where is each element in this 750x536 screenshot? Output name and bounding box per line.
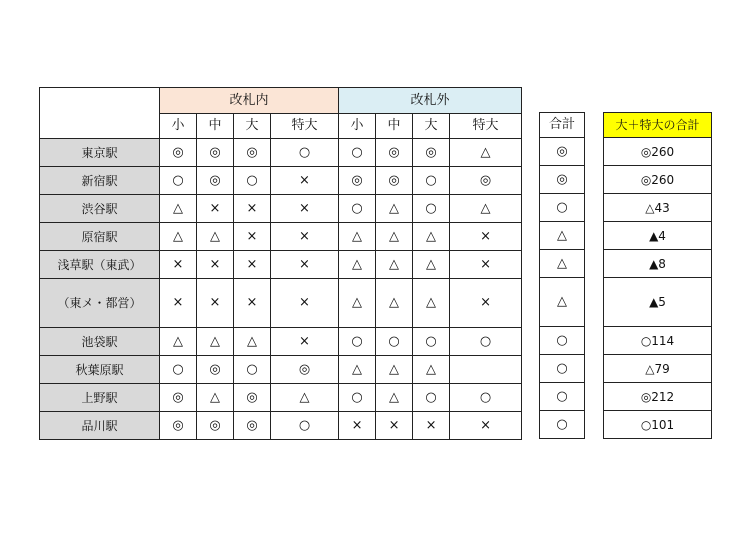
availability-outside-1: ×: [376, 412, 413, 440]
large-total-value: ◎260: [604, 138, 712, 166]
table-row: [540, 383, 585, 411]
availability-outside-3: ×: [450, 251, 522, 279]
availability-inside-2: ×: [234, 223, 271, 251]
availability-outside-0: ○: [339, 328, 376, 356]
availability-outside-1: ○: [376, 328, 413, 356]
gate-inside-header: 改札内: [160, 88, 339, 114]
table-row: [540, 194, 585, 222]
size-header-medium-inside: 中: [197, 114, 234, 139]
station-name: 上野駅: [40, 384, 160, 412]
total-value: ◎: [540, 166, 585, 194]
table-row: [604, 138, 712, 166]
table-row: [40, 279, 522, 328]
availability-outside-1: ◎: [376, 139, 413, 167]
station-name: 渋谷駅: [40, 195, 160, 223]
availability-outside-0: △: [339, 356, 376, 384]
station-name: 秋葉原駅: [40, 356, 160, 384]
availability-outside-3: ×: [450, 279, 522, 328]
table-row: [40, 195, 522, 223]
table-row: [604, 194, 712, 222]
large-total-value: ○114: [604, 327, 712, 355]
total-value: ○: [540, 194, 585, 222]
availability-inside-3: ◎: [271, 356, 339, 384]
total-value: ○: [540, 327, 585, 355]
table-row: [540, 250, 585, 278]
availability-outside-3: △: [450, 195, 522, 223]
availability-inside-0: ×: [160, 279, 197, 328]
availability-inside-0: ◎: [160, 384, 197, 412]
table-row: [40, 412, 522, 440]
size-header-xlarge-inside: 特大: [271, 114, 339, 139]
table-row: [604, 166, 712, 194]
availability-inside-1: ◎: [197, 167, 234, 195]
availability-outside-3: [450, 356, 522, 384]
availability-outside-0: ○: [339, 139, 376, 167]
availability-outside-3: ○: [450, 328, 522, 356]
table-row: [540, 278, 585, 327]
availability-inside-0: ◎: [160, 139, 197, 167]
availability-outside-0: △: [339, 223, 376, 251]
availability-outside-1: △: [376, 384, 413, 412]
size-header-small-inside: 小: [160, 114, 197, 139]
table-row: [604, 411, 712, 439]
large-total-table: [603, 112, 712, 439]
availability-outside-2: ◎: [413, 139, 450, 167]
table-row: [604, 250, 712, 278]
availability-outside-2: ○: [413, 384, 450, 412]
corner-cell: [40, 88, 160, 139]
availability-outside-2: △: [413, 251, 450, 279]
availability-inside-3: ×: [271, 167, 339, 195]
large-total-value: ▲4: [604, 222, 712, 250]
large-total-value: ▲8: [604, 250, 712, 278]
availability-inside-2: ○: [234, 356, 271, 384]
availability-inside-1: ◎: [197, 356, 234, 384]
size-header-small-outside: 小: [339, 114, 376, 139]
table-row: [540, 411, 585, 439]
availability-outside-0: ◎: [339, 167, 376, 195]
availability-outside-3: ◎: [450, 167, 522, 195]
availability-outside-1: ◎: [376, 167, 413, 195]
availability-inside-1: ◎: [197, 139, 234, 167]
total-header: 合計: [540, 113, 585, 138]
availability-inside-3: ×: [271, 195, 339, 223]
large-total-value: △43: [604, 194, 712, 222]
availability-inside-2: ×: [234, 251, 271, 279]
availability-inside-1: △: [197, 384, 234, 412]
availability-inside-3: ×: [271, 279, 339, 328]
total-value: ○: [540, 383, 585, 411]
availability-outside-1: △: [376, 195, 413, 223]
availability-inside-0: ×: [160, 251, 197, 279]
availability-inside-2: ○: [234, 167, 271, 195]
availability-outside-2: ×: [413, 412, 450, 440]
table-row: [604, 355, 712, 383]
size-header-large-inside: 大: [234, 114, 271, 139]
total-value: ○: [540, 411, 585, 439]
availability-outside-1: △: [376, 279, 413, 328]
availability-inside-0: △: [160, 328, 197, 356]
table-row: [40, 251, 522, 279]
station-name: （東メ・都営）: [40, 279, 160, 328]
availability-inside-3: ○: [271, 139, 339, 167]
availability-outside-3: ×: [450, 412, 522, 440]
availability-outside-1: △: [376, 251, 413, 279]
total-value: ◎: [540, 138, 585, 166]
availability-inside-1: ×: [197, 279, 234, 328]
size-header-medium-outside: 中: [376, 114, 413, 139]
availability-outside-2: ○: [413, 167, 450, 195]
availability-outside-0: △: [339, 279, 376, 328]
size-header-xlarge-outside: 特大: [450, 114, 522, 139]
station-name: 池袋駅: [40, 328, 160, 356]
availability-inside-3: ×: [271, 328, 339, 356]
availability-inside-3: ×: [271, 251, 339, 279]
table-row: [540, 138, 585, 166]
availability-inside-0: ○: [160, 167, 197, 195]
availability-outside-1: △: [376, 356, 413, 384]
availability-outside-0: ○: [339, 195, 376, 223]
availability-outside-1: △: [376, 223, 413, 251]
availability-outside-2: ○: [413, 195, 450, 223]
table-row: [540, 327, 585, 355]
availability-inside-0: ◎: [160, 412, 197, 440]
station-name: 品川駅: [40, 412, 160, 440]
availability-outside-0: ○: [339, 384, 376, 412]
table-row: [604, 383, 712, 411]
total-value: △: [540, 222, 585, 250]
availability-inside-3: △: [271, 384, 339, 412]
availability-inside-0: △: [160, 223, 197, 251]
availability-outside-2: ○: [413, 328, 450, 356]
table-row: [604, 278, 712, 327]
availability-outside-2: △: [413, 356, 450, 384]
availability-outside-3: ×: [450, 223, 522, 251]
availability-inside-1: △: [197, 328, 234, 356]
table-row: [540, 355, 585, 383]
table-row: [40, 356, 522, 384]
availability-inside-2: ×: [234, 279, 271, 328]
availability-outside-2: △: [413, 223, 450, 251]
table-row: [604, 222, 712, 250]
total-value: △: [540, 278, 585, 327]
table-row: [604, 327, 712, 355]
station-name: 原宿駅: [40, 223, 160, 251]
availability-inside-2: ◎: [234, 412, 271, 440]
availability-outside-3: △: [450, 139, 522, 167]
table-row: [40, 384, 522, 412]
station-name: 浅草駅（東武）: [40, 251, 160, 279]
availability-outside-2: △: [413, 279, 450, 328]
station-name: 新宿駅: [40, 167, 160, 195]
large-total-value: ◎212: [604, 383, 712, 411]
availability-outside-3: ○: [450, 384, 522, 412]
total-value: △: [540, 250, 585, 278]
large-total-header: 大＋特大の合計: [604, 113, 712, 138]
availability-inside-1: ×: [197, 195, 234, 223]
availability-inside-1: △: [197, 223, 234, 251]
gate-outside-header: 改札外: [339, 88, 522, 114]
availability-inside-1: ×: [197, 251, 234, 279]
availability-inside-0: △: [160, 195, 197, 223]
table-row: [40, 223, 522, 251]
availability-inside-3: ○: [271, 412, 339, 440]
table-row: [540, 166, 585, 194]
availability-outside-0: △: [339, 251, 376, 279]
large-total-value: △79: [604, 355, 712, 383]
station-name: 東京駅: [40, 139, 160, 167]
availability-inside-3: ×: [271, 223, 339, 251]
large-total-value: ○101: [604, 411, 712, 439]
total-value: ○: [540, 355, 585, 383]
table-row: [540, 222, 585, 250]
availability-inside-2: △: [234, 328, 271, 356]
availability-inside-2: ×: [234, 195, 271, 223]
availability-inside-1: ◎: [197, 412, 234, 440]
availability-inside-2: ◎: [234, 384, 271, 412]
table-row: [40, 328, 522, 356]
availability-outside-0: ×: [339, 412, 376, 440]
large-total-value: ▲5: [604, 278, 712, 327]
size-header-large-outside: 大: [413, 114, 450, 139]
availability-inside-2: ◎: [234, 139, 271, 167]
station-table: [39, 87, 522, 440]
table-row: [40, 139, 522, 167]
large-total-value: ◎260: [604, 166, 712, 194]
total-table: [539, 112, 585, 439]
table-row: [40, 167, 522, 195]
availability-inside-0: ○: [160, 356, 197, 384]
